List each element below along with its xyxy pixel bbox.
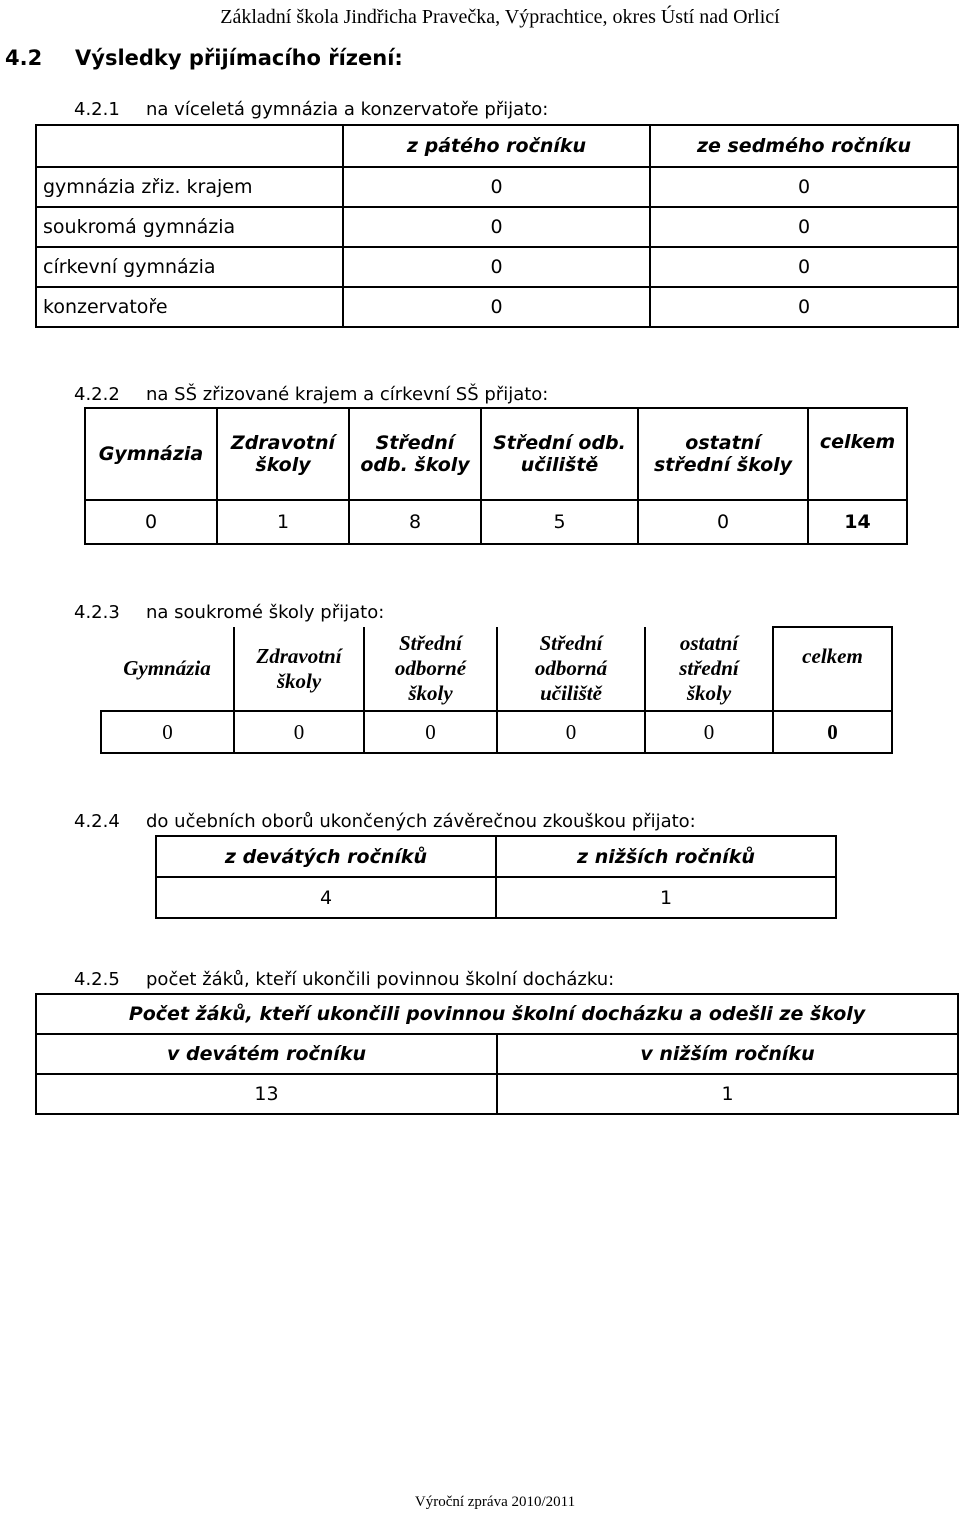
column-header: celkem — [808, 408, 907, 500]
row-label: gymnázia zřiz. krajem — [36, 167, 343, 207]
column-header: v nižším ročníku — [497, 1034, 958, 1074]
column-header: celkem — [773, 627, 892, 711]
subsection-title: počet žáků, kteří ukončili povinnou školní docházku: — [146, 969, 615, 990]
column-header: Střední odb. učiliště — [481, 408, 638, 500]
section-title: Výsledky přijímacího řízení: — [75, 46, 403, 70]
subsection-number: 4.2.4 — [74, 811, 120, 832]
column-header: z devátých ročníků — [156, 836, 496, 877]
column-header: z nižších ročníků — [496, 836, 836, 877]
table-cell: 0 — [101, 711, 234, 753]
table-cell: 0 — [638, 500, 808, 544]
regional-church-schools-table — [84, 407, 908, 545]
subsection-title: na soukromé školy přijato: — [146, 602, 385, 623]
subsection-number: 4.2.3 — [74, 602, 120, 623]
table-cell: 0 — [85, 500, 217, 544]
subsection-heading-1 — [74, 99, 548, 120]
subsection-title: na víceletá gymnázia a konzervatoře přijato: — [146, 99, 549, 120]
table-cell: 0 — [650, 207, 958, 247]
total-cell: 14 — [808, 500, 907, 544]
apprenticeship-table — [155, 835, 837, 919]
subsection-title: do učebních oborů ukončených závěrečnou zkouškou přijato: — [146, 811, 696, 832]
subsection-number: 4.2.1 — [74, 99, 120, 120]
table-cell: 0 — [645, 711, 773, 753]
table-cell: 5 — [481, 500, 638, 544]
table-cell: 1 — [217, 500, 349, 544]
table-cell: 0 — [650, 167, 958, 207]
table-cell: 0 — [497, 711, 645, 753]
subsection-heading-2 — [74, 384, 548, 405]
subsection-heading-4 — [74, 811, 696, 832]
column-header: z pátého ročníku — [343, 125, 650, 167]
table-cell: 0 — [234, 711, 364, 753]
table-cell: 0 — [343, 167, 650, 207]
gymnasium-conservatory-table — [35, 124, 959, 328]
column-header: ze sedmého ročníku — [650, 125, 958, 167]
column-header: v devátém ročníku — [36, 1034, 497, 1074]
column-header: Střední odborné školy — [364, 627, 497, 711]
row-label: církevní gymnázia — [36, 247, 343, 287]
table-cell: 1 — [496, 877, 836, 918]
table-cell: 0 — [343, 287, 650, 327]
table-cell: 4 — [156, 877, 496, 918]
page-footer: Výroční zpráva 2010/2011 — [414, 1494, 576, 1510]
subsection-number: 4.2.5 — [74, 969, 120, 990]
section-heading — [5, 46, 403, 70]
running-header: Základní škola Jindřicha Pravečka, Výprachtice, okres Ústí nad Orlicí — [220, 6, 780, 28]
table-cell: 0 — [650, 287, 958, 327]
subsection-heading-3 — [74, 602, 384, 623]
column-header: Zdravotní školy — [234, 627, 364, 711]
private-schools-table — [100, 626, 893, 754]
table-cell: 0 — [343, 207, 650, 247]
subsection-heading-5 — [74, 969, 614, 990]
total-cell: 0 — [773, 711, 892, 753]
table-cell: 13 — [36, 1074, 497, 1114]
subsection-title: na SŠ zřizované krajem a církevní SŠ přijato: — [146, 384, 549, 405]
compulsory-attendance-table — [35, 993, 959, 1115]
subsection-number: 4.2.2 — [74, 384, 120, 405]
row-label: konzervatoře — [36, 287, 343, 327]
section-number: 4.2 — [5, 46, 43, 70]
table-cell: 1 — [497, 1074, 958, 1114]
column-header: ostatní střední školy — [638, 408, 808, 500]
row-label: soukromá gymnázia — [36, 207, 343, 247]
table-cell: 0 — [650, 247, 958, 287]
column-header: Zdravotní školy — [217, 408, 349, 500]
header-empty-cell — [36, 125, 343, 167]
column-header: Gymnázia — [101, 627, 234, 711]
table-caption: Počet žáků, kteří ukončili povinnou školní docházku a odešli ze školy — [36, 994, 958, 1034]
column-header: ostatní střední školy — [645, 627, 773, 711]
column-header: Střední odb. školy — [349, 408, 481, 500]
table-cell: 0 — [364, 711, 497, 753]
table-cell: 0 — [343, 247, 650, 287]
table-cell: 8 — [349, 500, 481, 544]
column-header: Gymnázia — [85, 408, 217, 500]
column-header: Střední odborná učiliště — [497, 627, 645, 711]
